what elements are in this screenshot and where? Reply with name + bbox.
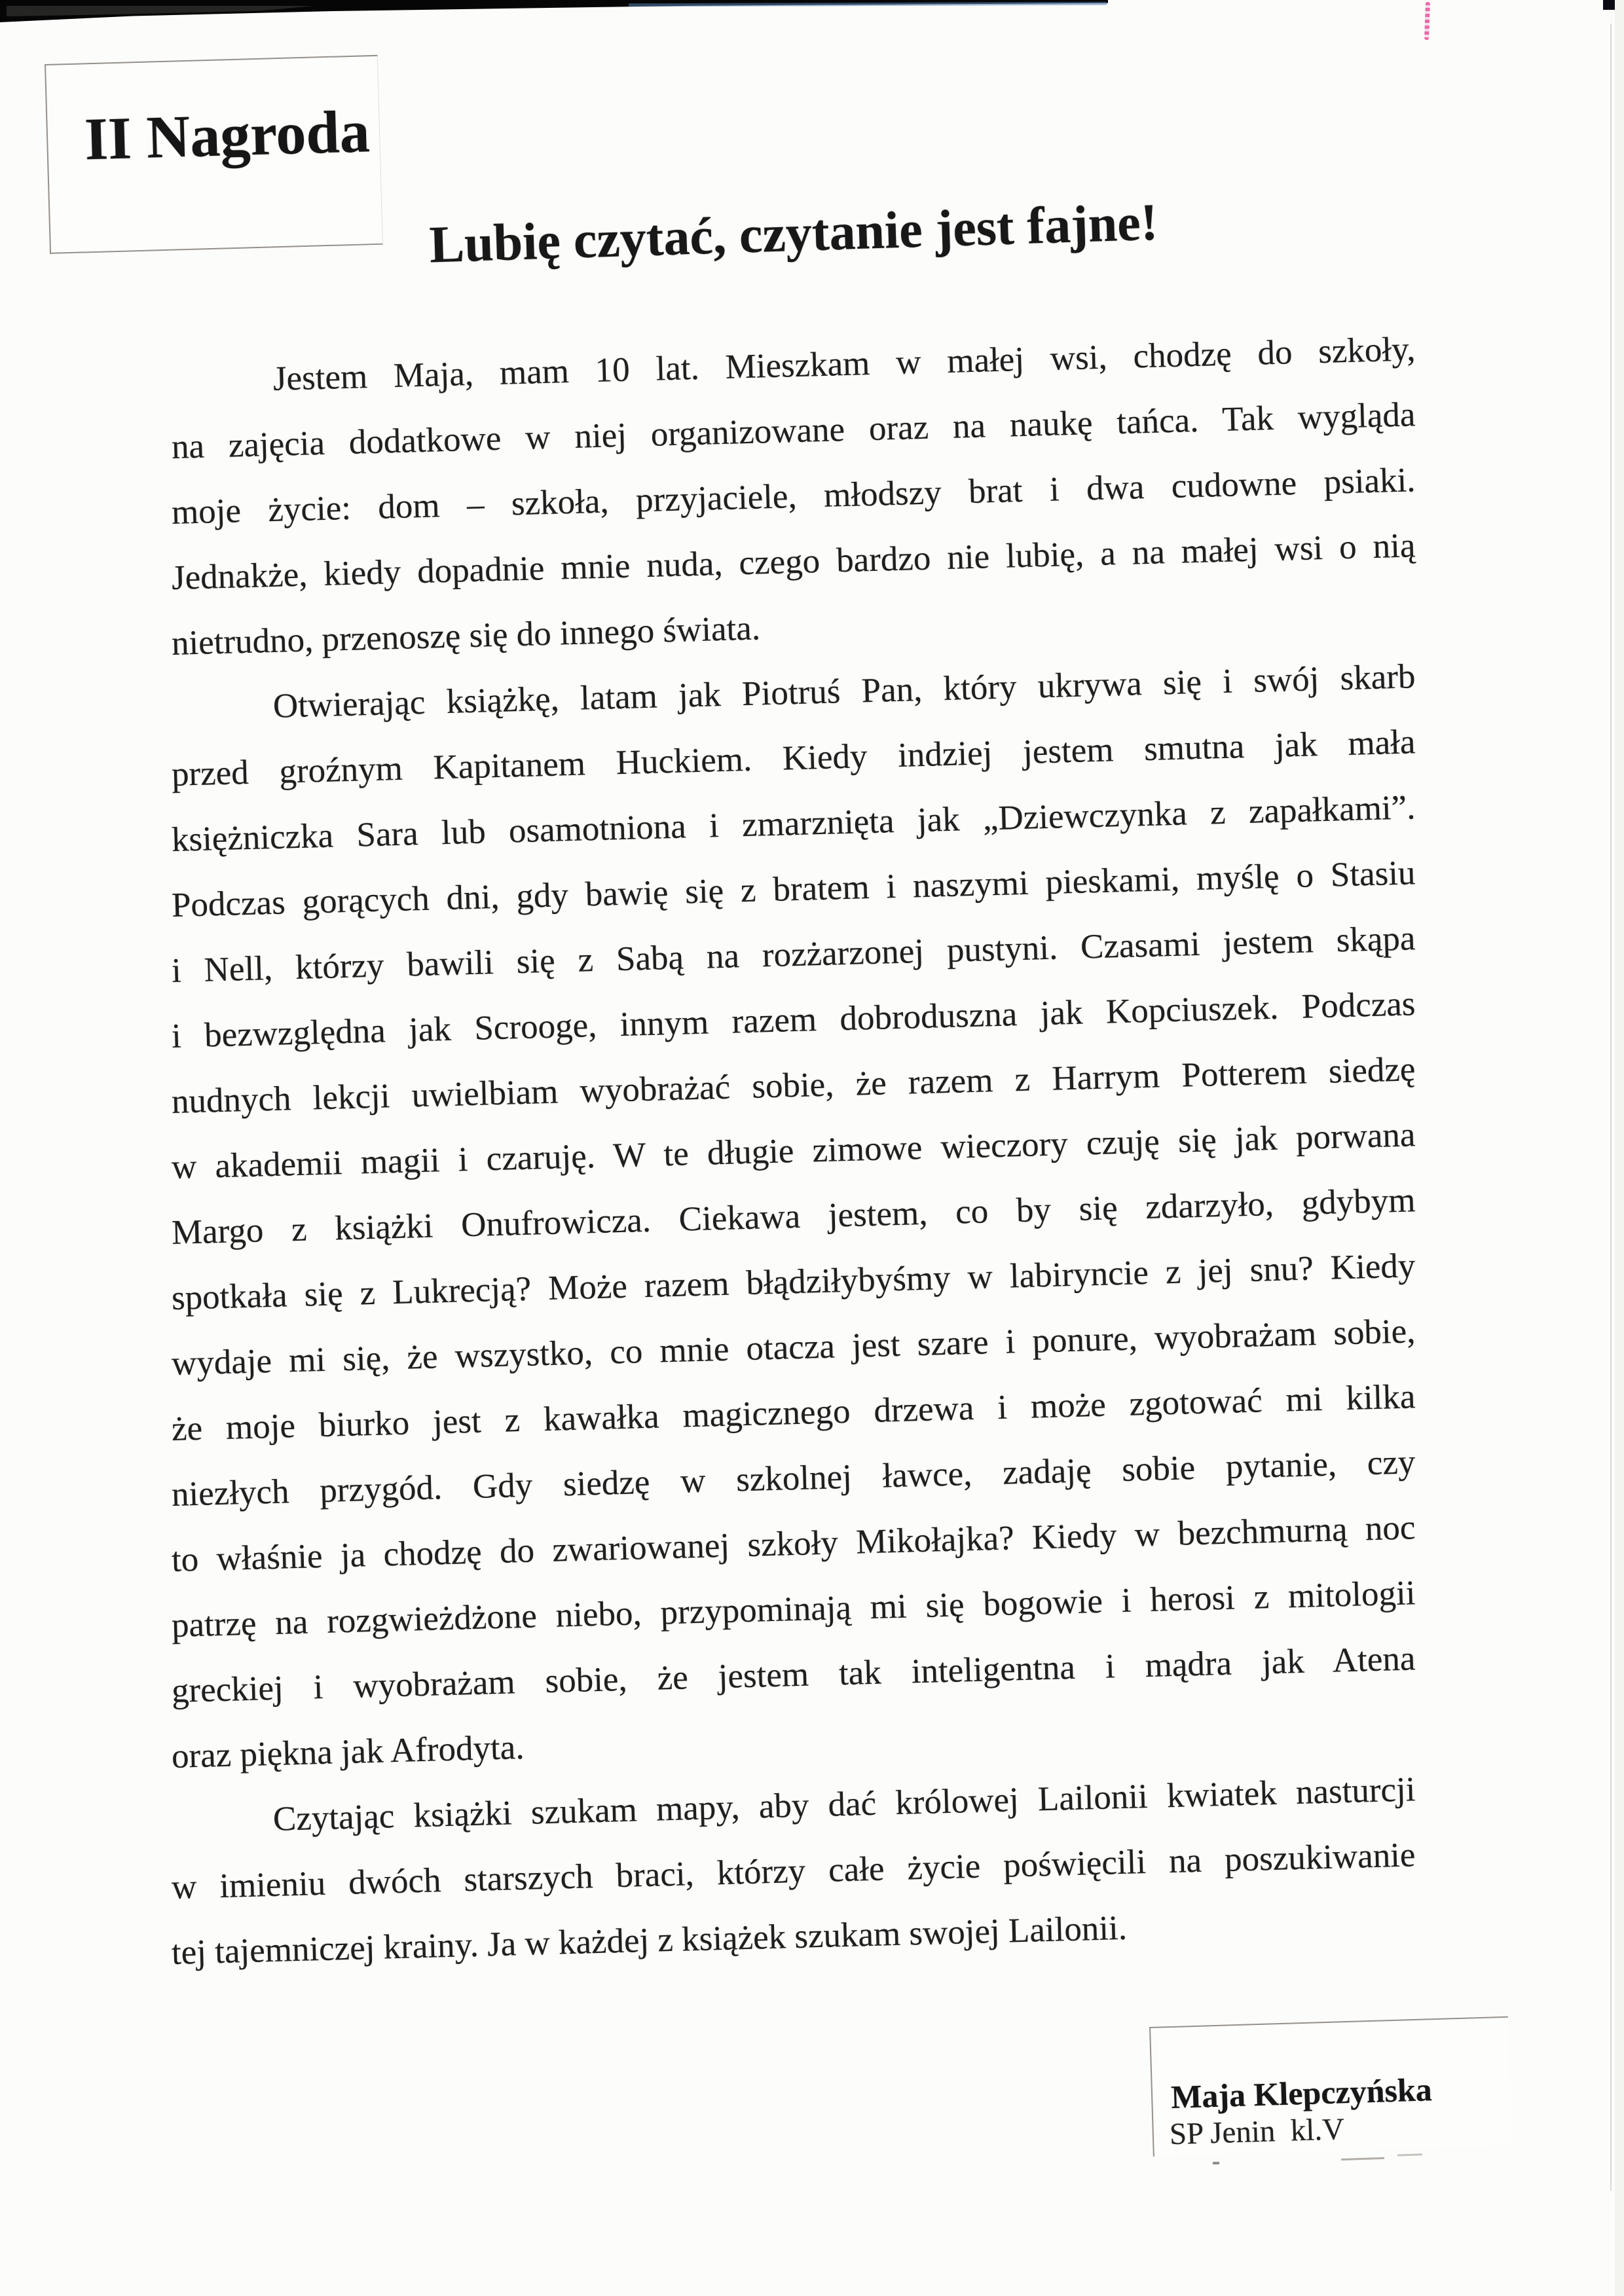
essay-line: niezłych przygód. Gdy siedzę w szkolnej ławce, zadaję sobie pytanie, czy bbox=[171, 1443, 1416, 1514]
scan-smudge-dash bbox=[1397, 2153, 1422, 2156]
scan-smudge-dash bbox=[1341, 2157, 1384, 2160]
essay-line: tej tajemniczej krainy. Ja w każdej z książek szukam swojej Lailonii. bbox=[171, 1908, 1128, 1972]
award-label: II Nagroda bbox=[83, 98, 371, 173]
essay-line: że moje biurko jest z kawałka magicznego drzewa i może zgotować mi kilka bbox=[171, 1377, 1416, 1448]
essay-line: Jednakże, kiedy dopadnie mnie nuda, czego bardzo nie lubię, a na małej wsi o nią bbox=[171, 526, 1416, 597]
essay-title: Lubię czytać, czytanie jest fajne! bbox=[428, 193, 1159, 274]
pink-pen-mark bbox=[1424, 2, 1430, 40]
essay-line: to właśnie ja chodzę do zwariowanej szkoły Mikołajka? Kiedy w bezchmurną noc bbox=[171, 1508, 1416, 1579]
essay-line: spotkała się z Lukrecją? Może razem błądziłybyśmy w labiryncie z jej snu? Kiedy bbox=[171, 1247, 1416, 1317]
essay-body bbox=[171, 330, 1416, 1986]
essay-line: oraz piękna jak Afrodyta. bbox=[171, 1728, 525, 1776]
essay-line: w akademii magii i czaruję. W te długie zimowe wieczory czuję się jak porwana bbox=[171, 1116, 1416, 1186]
scan-right-edge-shade bbox=[1615, 0, 1624, 2296]
essay-line: Podczas gorących dni, gdy bawię się z bratem i naszymi pieskami, myślę o Stasiu bbox=[171, 854, 1416, 924]
essay-line: i bezwzględna jak Scrooge, innym razem dobroduszna jak Kopciuszek. Podczas bbox=[171, 985, 1416, 1055]
essay-line: patrzę na rozgwieżdżone niebo, przypominają mi się bogowie i herosi z mitologii bbox=[171, 1574, 1416, 1645]
scan-artifact-right-line bbox=[1610, 24, 1612, 2191]
essay-line: Margo z książki Onufrowicza. Ciekawa jestem, co by się zdarzyło, gdybym bbox=[171, 1181, 1416, 1252]
essay-line: przed groźnym Kapitanem Huckiem. Kiedy indziej jestem smutna jak mała bbox=[171, 723, 1416, 793]
essay-line: moje życie: dom – szkoła, przyjaciele, młodszy brat i dwa cudowne psiaki. bbox=[171, 461, 1416, 532]
essay-line: nietrudno, przenoszę się do innego świata. bbox=[171, 609, 761, 663]
essay-line: Jestem Maja, mam 10 lat. Mieszkam w małej wsi, chodzę do szkoły, bbox=[272, 330, 1416, 398]
essay-line: na zajęcia dodatkowe w niej organizowane oraz na naukę tańca. Tak wygląda bbox=[171, 395, 1416, 466]
essay-line: Czytając książki szukam mapy, aby dać królowej Lailonii kwiatek nasturcji bbox=[272, 1770, 1416, 1838]
essay-line: Otwierając książkę, latam jak Piotruś Pan, który ukrywa się i swój skarb bbox=[272, 657, 1416, 725]
essay-line: nudnych lekcji uwielbiam wyobrażać sobie, że razem z Harrym Potterem siedzę bbox=[171, 1050, 1416, 1121]
scan-smudge-dot bbox=[1213, 2162, 1219, 2164]
essay-line: i Nell, którzy bawili się z Sabą na rozżarzonej pustyni. Czasami jestem skąpa bbox=[171, 919, 1416, 990]
essay-line: księżniczka Sara lub osamotniona i zmarznięta jak „Dziewczynka z zapałkami”. bbox=[171, 788, 1416, 859]
essay-line: wydaje mi się, że wszystko, co mnie otacza jest szare i ponure, wyobrażam sobie, bbox=[171, 1312, 1416, 1383]
essay-line: greckiej i wyobrażam sobie, że jestem tak inteligentna i mądra jak Atena bbox=[171, 1639, 1416, 1710]
signature-school-class: SP Jenin kl.V bbox=[1169, 2112, 1345, 2152]
signature-box bbox=[1149, 2016, 1512, 2157]
signature-name: Maja Klepczyńska bbox=[1170, 2071, 1433, 2116]
essay-line: w imieniu dwóch starszych braci, którzy całe życie poświęcili na poszukiwanie bbox=[171, 1836, 1416, 1906]
